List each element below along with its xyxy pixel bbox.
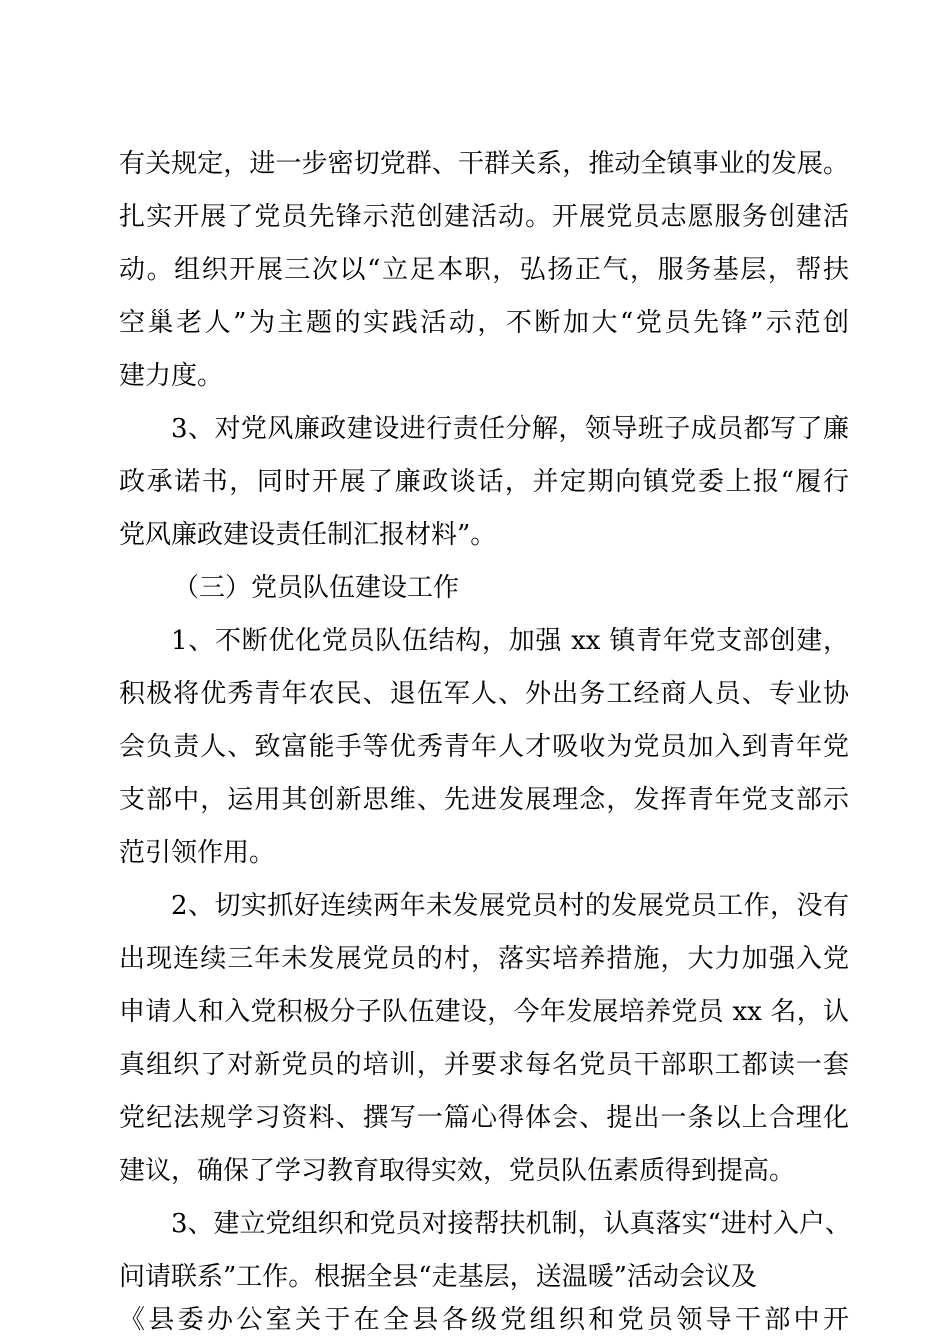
- paragraph-line: 1、不断优化党员队伍结构，加强 xx 镇青年党支部创建，: [171, 626, 849, 656]
- paragraph-line: 政承诺书，同时开展了廉政谈话，并定期向镇党委上报“履行: [119, 467, 849, 497]
- paragraph-line: 党纪法规学习资料、撰写一篇心得体会、提出一条以上合理化: [119, 1103, 849, 1133]
- paragraph-line: 建力度。: [119, 361, 224, 391]
- section-heading: （三）党员队伍建设工作: [173, 573, 460, 603]
- paragraph-line: 真组织了对新党员的培训，并要求每名党员干部职工都读一套: [119, 1050, 849, 1080]
- paragraph-line: 问请联系”工作。根据全县“走基层，送温暖”活动会议及: [119, 1262, 757, 1292]
- paragraph-line: 出现连续三年未发展党员的村，落实培养措施，大力加强入党: [119, 944, 849, 974]
- paragraph-line: 支部中，运用其创新思维、先进发展理念，发挥青年党支部示: [119, 785, 849, 815]
- paragraph-line: 3、建立党组织和党员对接帮扶机制，认真落实“进村入户、: [171, 1209, 851, 1239]
- paragraph-line: 会负责人、致富能手等优秀青年人才吸收为党员加入到青年党: [119, 732, 849, 762]
- paragraph-line: 动。组织开展三次以“立足本职，弘扬正气，服务基层，帮扶: [119, 255, 849, 285]
- paragraph-line: 积极将优秀青年农民、退伍军人、外出务工经商人员、专业协: [119, 679, 849, 709]
- paragraph-line: 党风廉政建设责任制汇报材料”。: [119, 520, 497, 550]
- paragraph-line: 申请人和入党积极分子队伍建设，今年发展培养党员 xx 名，认: [119, 997, 849, 1027]
- paragraph-line: 建议，确保了学习教育取得实效，党员队伍素质得到提高。: [119, 1156, 796, 1186]
- paragraph-line: 《县委办公室关于在全县各级党组织和党员领导干部中开: [119, 1305, 849, 1335]
- paragraph-line: 空巢老人”为主题的实践活动，不断加大“党员先锋”示范创: [119, 308, 849, 338]
- paragraph-line: 有关规定，进一步密切党群、干群关系，推动全镇事业的发展。: [119, 149, 849, 179]
- paragraph-line: 扎实开展了党员先锋示范创建活动。开展党员志愿服务创建活: [119, 202, 849, 232]
- paragraph-line: 2、切实抓好连续两年未发展党员村的发展党员工作，没有: [171, 891, 849, 921]
- paragraph-line: 范引领作用。: [119, 838, 276, 868]
- paragraph-line: 3、对党风廉政建设进行责任分解，领导班子成员都写了廉: [171, 414, 849, 444]
